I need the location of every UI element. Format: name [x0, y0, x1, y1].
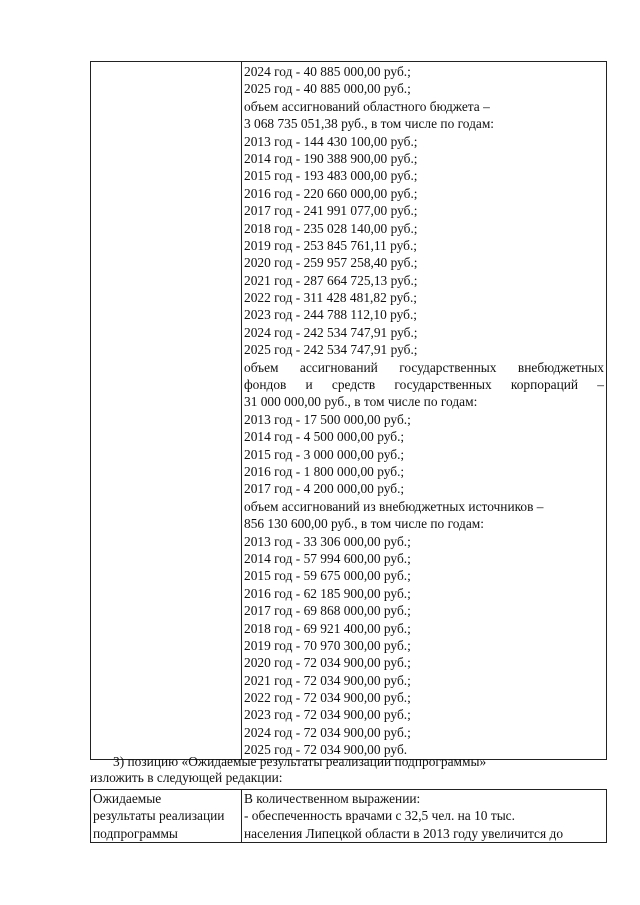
paragraph-line-2: изложить в следующей редакции: [90, 770, 283, 785]
funding-line: 2015 год - 3 000 000,00 руб.; [244, 446, 405, 462]
funding-line: 2015 год - 59 675 000,00 руб.; [244, 568, 411, 584]
funding-line: 2024 год - 242 534 747,91 руб.; [244, 324, 418, 340]
results-table [90, 789, 607, 843]
results-label-line: подпрограммы [93, 825, 178, 841]
funding-line: 2014 год - 4 500 000,00 руб.; [244, 429, 405, 445]
funding-line: 2021 год - 72 034 900,00 руб.; [244, 672, 411, 688]
funding-line: объем ассигнований областного бюджета – [244, 98, 490, 114]
funding-line: объем ассигнований из внебюджетных источников – [244, 498, 544, 514]
funding-table-value-cell [242, 62, 607, 760]
funding-line: 2018 год - 235 028 140,00 руб.; [244, 220, 418, 236]
funding-line: 856 130 600,00 руб., в том числе по годам: [244, 516, 484, 532]
results-label-cell [91, 790, 242, 843]
funding-line: 2014 год - 190 388 900,00 руб.; [244, 150, 418, 166]
paragraph-line-1: 3) позицию «Ожидаемые результаты реализации подпрограммы» [113, 754, 487, 769]
funding-line: 2025 год - 72 034 900,00 руб. [244, 742, 408, 758]
results-label-line: Ожидаемые [93, 791, 162, 806]
funding-line: 2023 год - 244 788 112,10 руб.; [244, 307, 418, 323]
results-value-line: - обеспеченность врачами с 32,5 чел. на 10 тыс. [244, 808, 515, 824]
funding-line: 2016 год - 62 185 900,00 руб.; [244, 585, 411, 601]
funding-line: 31 000 000,00 руб., в том числе по годам: [244, 394, 478, 410]
funding-line: 2017 год - 241 991 077,00 руб.; [244, 203, 418, 219]
funding-line: объем ассигнований государственных внебюджетных [244, 359, 604, 375]
funding-line: 2022 год - 72 034 900,00 руб.; [244, 690, 411, 706]
results-label-line: результаты реализации [93, 808, 225, 824]
funding-line: 2019 год - 70 970 300,00 руб.; [244, 637, 411, 653]
funding-lines [242, 62, 606, 759]
funding-line: 2020 год - 72 034 900,00 руб.; [244, 655, 411, 671]
results-value-line: В количественном выражении: [244, 791, 421, 806]
funding-line: 2022 год - 311 428 481,82 руб.; [244, 290, 418, 306]
funding-line: 2017 год - 4 200 000,00 руб.; [244, 481, 405, 497]
funding-line: 2024 год - 40 885 000,00 руб.; [244, 64, 411, 79]
results-value-cell [242, 790, 607, 843]
funding-line: 2017 год - 69 868 000,00 руб.; [244, 603, 411, 619]
funding-line: 2013 год - 144 430 100,00 руб.; [244, 133, 418, 149]
funding-line: 2021 год - 287 664 725,13 руб.; [244, 272, 418, 288]
funding-line: фондов и средств государственных корпораций – [244, 377, 604, 393]
funding-line: 2018 год - 69 921 400,00 руб.; [244, 620, 411, 636]
funding-line: 2016 год - 220 660 000,00 руб.; [244, 185, 418, 201]
funding-line: 2016 год - 1 800 000,00 руб.; [244, 463, 405, 479]
funding-line: 2024 год - 72 034 900,00 руб.; [244, 724, 411, 740]
funding-line: 2013 год - 33 306 000,00 руб.; [244, 533, 411, 549]
funding-line: 3 068 735 051,38 руб., в том числе по годам: [244, 116, 495, 132]
funding-line: 2020 год - 259 957 258,40 руб.; [244, 255, 418, 271]
funding-line: 2025 год - 40 885 000,00 руб.; [244, 81, 411, 97]
funding-line: 2023 год - 72 034 900,00 руб.; [244, 707, 411, 723]
funding-line: 2019 год - 253 845 761,11 руб.; [244, 237, 418, 253]
funding-line: 2013 год - 17 500 000,00 руб.; [244, 411, 411, 427]
funding-table [90, 61, 607, 760]
funding-line: 2015 год - 193 483 000,00 руб.; [244, 168, 418, 184]
funding-table-label-cell [91, 62, 242, 760]
results-value-line: населения Липецкой области в 2013 году увеличится до [244, 825, 564, 841]
funding-line: 2014 год - 57 994 600,00 руб.; [244, 550, 411, 566]
funding-line: 2025 год - 242 534 747,91 руб.; [244, 342, 418, 358]
